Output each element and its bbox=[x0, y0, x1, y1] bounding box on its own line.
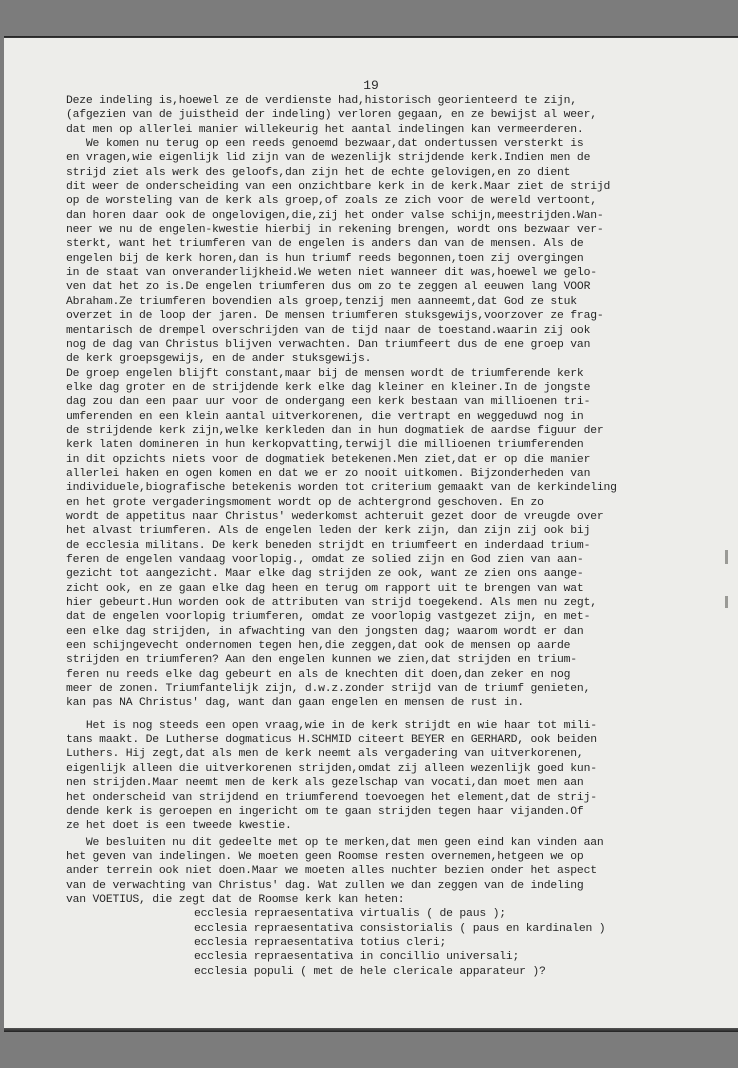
text-line: de strijdende kerk zijn,welke kerkleden dan in hun dogmatiek de aardse figuur der bbox=[66, 424, 604, 437]
text-line: ven dat het zo is.De engelen triumferen dus om zo te zeggen al eeuwen lang VOOR bbox=[66, 281, 591, 294]
text-line: dag zou dan een paar uur voor de ondergang een kerk bestaan van millioenen tri- bbox=[66, 396, 591, 409]
text-line: gezicht tot aangezicht. Maar elke dag strijden ze ook, want ze zien ons aange- bbox=[66, 568, 584, 581]
text-line: We besluiten nu dit gedeelte met op te merken,dat men geen eind kan vinden aan bbox=[66, 836, 604, 849]
text-line: Luthers. Hij zegt,dat als men de kerk neemt als vergadering van uitverkorenen, bbox=[66, 748, 584, 761]
text-line: tans maakt. De Lutherse dogmaticus H.SCHMID citeert BEYER en GERHARD, ook beiden bbox=[66, 734, 597, 747]
text-line: meer de zonen. Triumfantelijk zijn, d.w.z.zonder strijd van de triumf genieten, bbox=[66, 683, 591, 696]
text-line: mentarisch de drempel overschrijden van de tijd naar de toestand.waarin zij ook bbox=[66, 324, 591, 337]
text-line: op de worsteling van de kerk als groep,of zoals ze zich voor de wereld vertoont, bbox=[66, 195, 597, 208]
text-line: individuele,biografische betekenis worden tot criterium gemaakt van de kerkindeling bbox=[66, 482, 617, 495]
text-line: umferenden en een klein aantal uitverkorenen, die vertrapt en weggeduwd nog in bbox=[66, 410, 584, 423]
text-line: nen strijden.Maar neemt men de kerk als gezelschap van vocati,dan moet men aan bbox=[66, 777, 584, 790]
voetius-list bbox=[194, 907, 722, 979]
page-bottom-edge bbox=[4, 1028, 738, 1032]
text-line: in dit opzichts niets voor de dogmatiek betekenen.Men ziet,dat er op die manier bbox=[66, 453, 591, 466]
paragraph-gap bbox=[66, 711, 722, 719]
text-line: de kerk groepsgewijs, en de ander stuksgewijs. bbox=[66, 353, 372, 366]
paragraph bbox=[66, 137, 722, 711]
text-line: elke dag groter en de strijdende kerk elke dag kleiner en kleiner.In de jongste bbox=[66, 381, 591, 394]
text-line: neer we nu de engelen-kwestie hierbij in rekening brengen, wordt ons bezwaar ver- bbox=[66, 224, 604, 237]
paragraph bbox=[66, 94, 722, 137]
text-line: dat de engelen voorlopig triumferen, omdat ze voorlopig vastgezet zijn, en met- bbox=[66, 611, 591, 624]
text-line: Deze indeling is,hoewel ze de verdienste had,historisch georienteerd te zijn, bbox=[66, 95, 577, 107]
page-number: 19 bbox=[363, 78, 379, 93]
text-line: het onderscheid van strijdend en triumferend toevoegen het element,dat de strij- bbox=[66, 791, 597, 804]
list-item: ecclesia repraesentativa in concillio universali; bbox=[194, 951, 520, 964]
text-line: ze het doet is een tweede kwestie. bbox=[66, 820, 292, 833]
text-line: eigenlijk alleen die uitverkorenen strijden,omdat zij alleen wezenlijk goed kun- bbox=[66, 762, 597, 775]
text-line: strijd ziet als werk des geloofs,dan zijn het de echte gelovigen,en zo dient bbox=[66, 166, 571, 179]
text-line: wordt de appetitus naar Christus' wederkomst achteruit gezet door de vreugde over bbox=[66, 510, 604, 523]
text-line: zicht ook, en ze gaan elke dag heen en terug om rapport uit te brengen van wat bbox=[66, 582, 584, 595]
text-line: hier gebeurt.Hun worden ook de attributen van strijd toegekend. Als men nu zegt, bbox=[66, 597, 597, 610]
list-item: ecclesia repraesentativa consistorialis ( paus en kardinalen ) bbox=[194, 922, 606, 935]
text-line: engelen bij de kerk horen,dan is hun triumf reeds begonnen,toen zij overgingen bbox=[66, 252, 584, 265]
paragraph bbox=[66, 836, 722, 908]
text-line: strijden en triumferen? Aan den engelen kunnen we zien,dat strijden en trium- bbox=[66, 654, 577, 667]
text-line: van de verwachting van Christus' dag. Wat zullen we dan zeggen van de indeling bbox=[66, 879, 584, 892]
text-line: feren nu reeds elke dag gebeurt en als de knechten dit doen,dan zeker en nog bbox=[66, 668, 571, 681]
text-line: dat men op allerlei manier willekeurig het aantal indelingen kan vermeerderen. bbox=[66, 123, 584, 136]
text-line: overzet in de loop der jaren. De mensen triumferen stuksgewijs,voorzover ze frag- bbox=[66, 310, 604, 323]
text-line: en vragen,wie eigenlijk lid zijn van de wezenlijk strijdende kerk.Indien men de bbox=[66, 152, 591, 165]
text-line: ander terrein ook niet doen.Maar we moeten alles nuchter bezien onder het aspect bbox=[66, 865, 597, 878]
list-item: ecclesia repraesentativa virtualis ( de paus ); bbox=[194, 908, 506, 921]
text-line: sterkt, want het triumferen van de engelen is anders dan van de mensen. Als de bbox=[66, 238, 584, 251]
text-line: Het is nog steeds een open vraag,wie in de kerk strijdt en wie haar tot mili- bbox=[66, 719, 597, 732]
text-line: van VOETIUS, die zegt dat de Roomse kerk kan heten: bbox=[66, 893, 405, 906]
text-line: We komen nu terug op een reeds genoemd bezwaar,dat ondertussen versterkt is bbox=[66, 138, 584, 151]
text-line: kerk laten domineren in hun kerkopvatting,terwijl die millioenen triumferenden bbox=[66, 439, 584, 452]
text-line: Abraham.Ze triumferen bovendien als groep,tenzij men aanneemt,dat God ze stuk bbox=[66, 295, 577, 308]
text-line: de ecclesia militans. De kerk beneden strijdt en triumfeert en inderdaad trium- bbox=[66, 539, 591, 552]
text-line: een elke dag strijden, in afwachting van den jongsten dag; waarom wordt er dan bbox=[66, 625, 584, 638]
text-line: en het grote vergaderingsmoment wordt op de achtergrond geschoven. En zo bbox=[66, 496, 544, 509]
text-line: dit weer de onderscheiding van een onzichtbare kerk in de kerk.Maar ziet de strijd bbox=[66, 181, 611, 194]
text-line: dende kerk is geroepen en ingericht om te gaan strijden tegen haar vijanden.Of bbox=[66, 805, 584, 818]
body-text bbox=[66, 94, 722, 979]
text-line: (afgezien van de juistheid der indeling) verloren gegaan, en ze bewijst al weer, bbox=[66, 109, 597, 122]
text-line: in de staat van onveranderlijkheid.We weten niet wanneer dit was,hoewel we gelo- bbox=[66, 267, 597, 280]
text-line: het alvast triumferen. Als de engelen leden der kerk zijn, dan zijn zij ook bij bbox=[66, 525, 591, 538]
paragraph bbox=[66, 719, 722, 834]
text-line: het geven van indelingen. We moeten geen Roomse resten overnemen,hetgeen we op bbox=[66, 850, 584, 863]
document-page bbox=[4, 38, 738, 1032]
text-line: kan pas NA Christus' dag, want dan gaan engelen en mensen de rust in. bbox=[66, 697, 524, 710]
list-item: ecclesia repraesentativa totius cleri; bbox=[194, 936, 447, 949]
text-line: allerlei haken en ogen komen en dat we er zo nooit uitkomen. Bijzonderheden van bbox=[66, 467, 591, 480]
margin-mark bbox=[725, 550, 728, 564]
text-line: feren de engelen vandaag voorlopig., omdat ze solied zijn en God zien van aan- bbox=[66, 554, 584, 566]
list-item: ecclesia populi ( met de hele clericale apparateur )? bbox=[194, 965, 546, 978]
margin-mark bbox=[725, 596, 728, 608]
text-line: De groep engelen blijft constant,maar bij de mensen wordt de triumferende kerk bbox=[66, 367, 584, 380]
text-line: dan horen daar ook de ongelovigen,die,zij het onder valse schijn,meestrijden.Wan- bbox=[66, 209, 604, 222]
text-line: een schijngevecht ondernomen tegen hen,die zeggen,dat ook de mensen op aarde bbox=[66, 640, 571, 653]
text-line: nog de dag van Christus blijven verwachten. Dan triumfeert dus de ene groep van bbox=[66, 338, 591, 351]
